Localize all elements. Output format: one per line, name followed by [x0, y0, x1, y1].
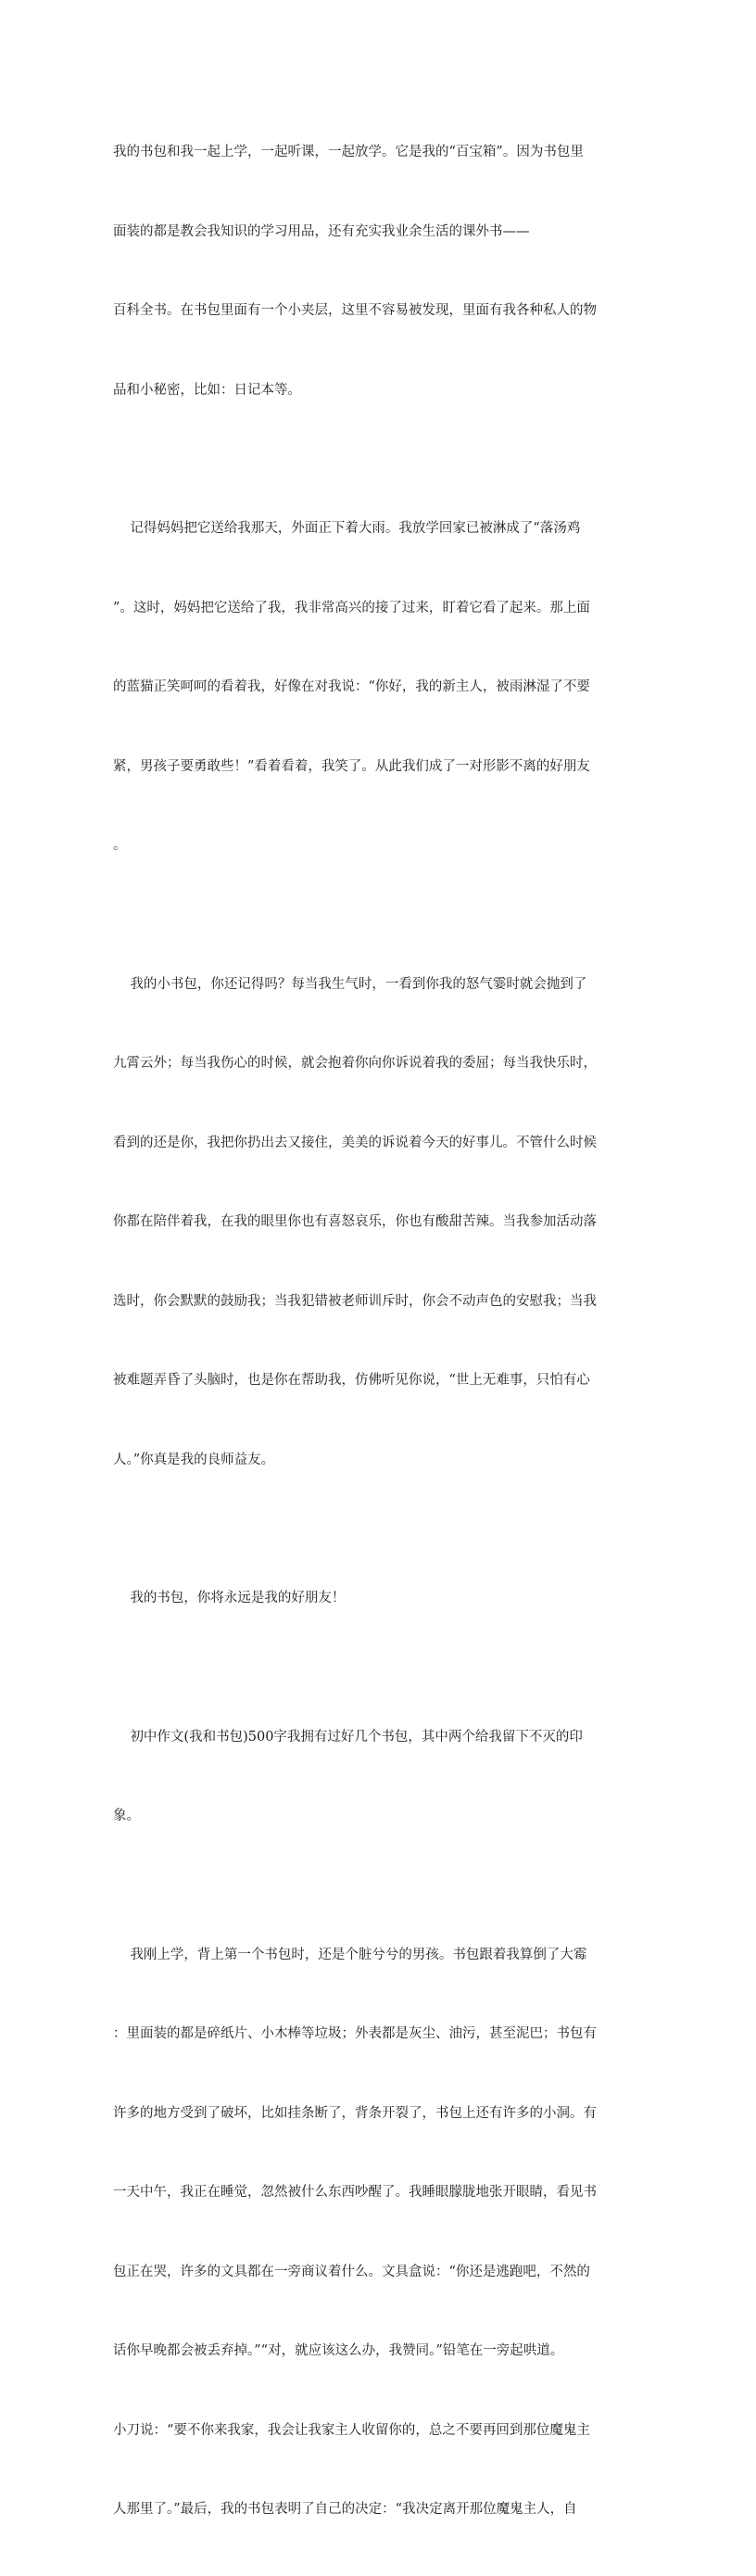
text-line: 小刀说：“要不你来我家，我会让我家主人收留你的，总之不要再回到那位魔鬼主: [113, 2422, 590, 2438]
paragraph-3: [113, 919, 646, 1527]
text-line: 初中作文(我和书包)500字我拥有过好几个书包，其中两个给我留下不灭的印: [113, 1729, 583, 1745]
text-line: 看到的还是你，我把你扔出去又接住，美美的诉说着今天的好事儿。不管什么时候: [113, 1135, 597, 1150]
paragraph-5: [113, 1671, 646, 1883]
text-line: 人。”你真是我的良师益友。: [113, 1452, 275, 1467]
text-line: 选时，你会默默的鼓励我；当我犯错被老师训斥时，你会不动声色的安慰我；当我: [113, 1293, 597, 1309]
text-line: 人那里了。”最后，我的书包表明了自己的决定：“我决定离开那位魔鬼主人，自: [113, 2502, 577, 2517]
text-line: 我的小书包，你还记得吗？每当我生气时，一看到你我的怒气霎时就会抛到了: [113, 976, 587, 992]
text-line: 的蓝猫正笑呵呵的看着我，好像在对我说：“你好，我的新主人，被雨淋湿了不要: [113, 679, 590, 694]
text-line: 九霄云外；每当我伤心的时候，就会抱着你向你诉说着我的委屈；每当我快乐时，: [113, 1056, 597, 1071]
text-line: 你都在陪伴着我，在我的眼里你也有喜怒哀乐，你也有酸甜苦辣。当我参加活动落: [113, 1214, 597, 1229]
text-line: 被难题弄昏了头脑时，也是你在帮助我，仿佛听见你说，“世上无难事，只怕有心: [113, 1373, 590, 1388]
text-line: 包正在哭，许多的文具都在一旁商议着什么。文具盒说：“你还是逃跑吧，不然的: [113, 2264, 590, 2279]
paragraph-1: [113, 86, 646, 456]
text-line: 我的书包和我一起上学，一起听课，一起放学。它是我的“百宝箱”。因为书包里: [113, 145, 584, 159]
text-line: 一天中午，我正在睡觉，忽然被什么东西吵醒了。我睡眼朦胧地张开眼睛，看见书: [113, 2185, 597, 2200]
paragraph-4: [113, 1532, 646, 1665]
text-line: 百科全书。在书包里面有一个小夹层，这里不容易被发现，里面有我各种私人的物: [113, 303, 597, 318]
text-line: 我刚上学，背上第一个书包时，还是个脏兮兮的男孩。书包跟着我算倒了大霉: [113, 1947, 587, 1962]
text-line: 面装的都是教会我知识的学习用品，还有充实我业余生活的课外书——: [113, 223, 530, 239]
text-line: ：里面装的都是碎纸片、小木棒等垃圾；外表都是灰尘、油污，甚至泥巴；书包有: [113, 2026, 597, 2041]
text-line: 许多的地方受到了破坏，比如挂条断了，背条开裂了，书包上还有许多的小洞。有: [113, 2105, 597, 2121]
text-line: ”。这时，妈妈把它送给了我，我非常高兴的接了过来，盯着它看了起来。那上面: [113, 600, 590, 615]
paragraph-2: [113, 463, 646, 912]
text-line: 品和小秘密，比如：日记本等。: [113, 382, 301, 398]
paragraph-6: [113, 1889, 646, 2576]
text-line: 紧，男孩子要勇敢些！”看着看着，我笑了。从此我们成了一对形影不离的好朋友: [113, 758, 590, 774]
text-line: 我的书包，你将永远是我的好朋友！: [113, 1591, 346, 1605]
text-line: 。: [113, 838, 127, 853]
text-line: 话你早晚都会被丢弃掉。”“对，就应该这么办，我赞同。”铅笔在一旁起哄道。: [113, 2343, 564, 2358]
text-line: 记得妈妈把它送给我那天，外面正下着大雨。我放学回家已被淋成了“落汤鸡: [113, 521, 581, 536]
document-body: [113, 86, 646, 2576]
text-line: 象。: [113, 1808, 140, 1823]
